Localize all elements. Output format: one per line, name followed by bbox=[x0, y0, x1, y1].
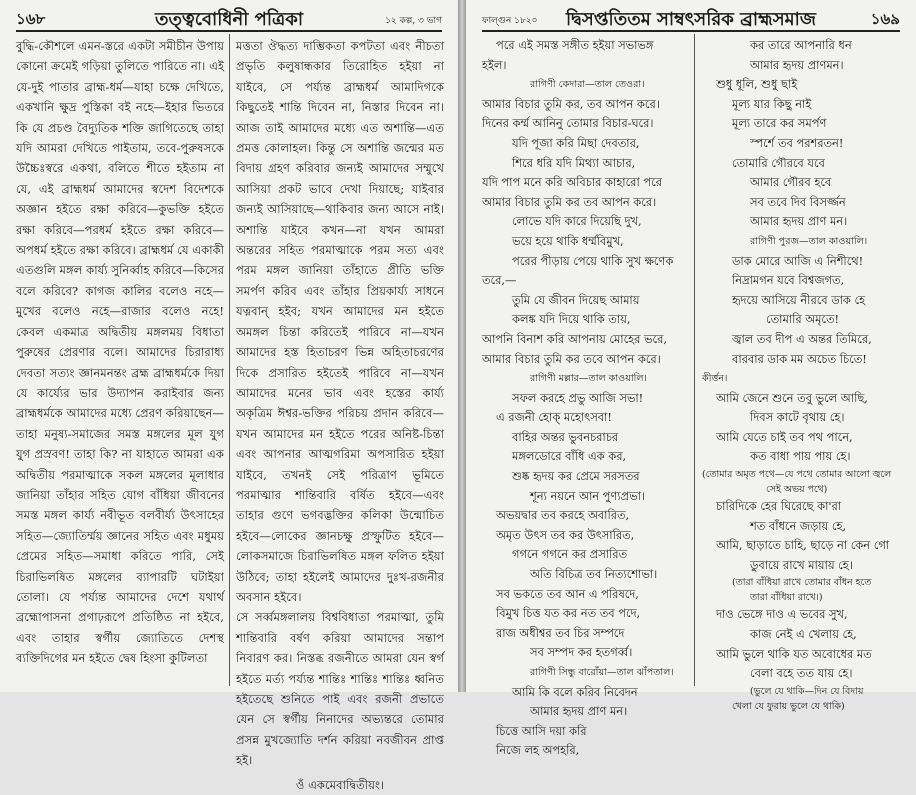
poem-line: চিত্তে আসি দয়া করি bbox=[496, 723, 587, 738]
book-gutter bbox=[458, 0, 466, 692]
poem-line: ভয়ে হয়ে থাকি ধর্ম্মবিমুখ, bbox=[512, 233, 624, 248]
poem-line: ডাক মোরে আজি এ নিশীথে! bbox=[732, 253, 864, 268]
poem-line: আমার বিচার তুমি কর তবে আপন করে। bbox=[482, 351, 661, 366]
poem-line: নিজে লহ অপহরি, bbox=[496, 743, 580, 758]
paragraph: সে সর্ব্বমঙ্গলালয় বিশ্ববিধাতা পরমাত্মা, তুমি শান্তিবারি বর্ষণ করিয়া আমাদের সন্তাপ নিবারণ কর। নিস্তব্ধ রজনীতে আমরা যেন স্বর্গ হইতে মর্ত্য পর্য্যন্ত শান্তিঃ শান্তিঃ শান্তিঃ ধ্বনিত হইতেছে শুনিতে পাই এবং রজনী প্রভাতে যেন সে স্বর্গীয় নিনাদের অভ্যন্তরে তোমার প্রসন্ন মুখজ্যোতি দর্শন করিয়া নবজীবন প্রাপ্ত হই। bbox=[236, 610, 444, 768]
poem-line: আমি কি বলে করিব নিবেদন bbox=[512, 684, 638, 699]
poem-line: এ রজনী হোক্‌ মহোৎসবা! bbox=[496, 410, 612, 425]
poem-line: কাজ নেই এ খেলায় হে, bbox=[750, 627, 857, 642]
poem-line: শুধু ধূলি, শুধু ছাই bbox=[716, 77, 798, 92]
poem-line: বেলা বহে তত যায় হে। bbox=[750, 666, 853, 681]
poem-line: কর তারে আপনারি ধন bbox=[750, 38, 852, 52]
poem-line: আপনি বিনাশ করি আপনায় মোহের ভরে, bbox=[482, 331, 667, 346]
right-column-2 bbox=[702, 36, 902, 712]
page-number: ১৬৯ bbox=[870, 10, 900, 28]
song-raga-heading: রাগিণী পুরজ—তাল কাওয়ালি। bbox=[750, 235, 868, 247]
poem-line: খেলা যে ফুরায় ভুলে যে থাকি) bbox=[732, 700, 845, 712]
poem-line: তারা বাঁধিয়া রাখে।) bbox=[750, 592, 823, 604]
poem-line: অভয়দ্বার তব করহে অবারিত, bbox=[496, 508, 630, 523]
song-raga-heading: রাগিণী মল্লার—তাল কাওয়ালি। bbox=[530, 373, 647, 385]
left-page-header bbox=[16, 5, 442, 32]
poem-line: সব সম্পদ কর হতগর্ব্ব। bbox=[530, 645, 633, 660]
left-page bbox=[0, 0, 458, 792]
poem-line: শিরে ধরি যদি মিথ্যা আচার, bbox=[512, 155, 636, 170]
poem-line: সব তবে দিব বিসর্জ্জন bbox=[750, 194, 846, 209]
poem-line: তোমারি গৌরবে যবে bbox=[732, 155, 825, 170]
closing-invocation: ওঁ একমেবাদ্বিতীয়ং। bbox=[295, 777, 385, 792]
poem-line: (তারা বাঁধিয়া রাখে তোমার বাঁধন হতে bbox=[732, 577, 872, 589]
issue-label: ১২ কল্প, ৩ ভাগ bbox=[385, 16, 442, 26]
poem-line: সেই অভয় পথে) bbox=[766, 484, 828, 496]
poem-line: বিমুখ চিত্ত যত কর নত তব পদে, bbox=[496, 606, 641, 621]
column-rule bbox=[229, 34, 230, 686]
poem-line: আমি ভুলে থাকি যত অবোধের মত bbox=[716, 646, 872, 661]
poem-line: দাও ভেঙ্গে দাও এ ভবের সুখ, bbox=[716, 607, 848, 622]
poem-line: আমার হৃদয় প্রাণ মন। bbox=[750, 214, 848, 229]
paragraph: মত্ততা ঔদ্ধত্য দাম্ভিকতা কপটতা এবং নীচতা প্রভৃতি কলুষান্ধকার তিরোহিত হইয়া না যাইবে, সে পর্য্যন্ত ব্রাহ্মধর্ম আমাদিগকে কিছুতেই শান্তি দিবেন না, নিস্তার দিবেন না। আজ তাই আমাদের মধ্যে এত অশান্তি—এত প্রমত্ত কোলাহল। কিন্তু সে অশান্তি জন্মের মত বিদায় গ্রহণ করিবার জন্যই আমাদের সম্মুখে আসিয়া প্রকট ভাবে দেখা দিয়াছে; যাইবার জন্যই আসিয়াছে—থাকিবার জন্য আসে নাই। অশান্তি যাইবে কখন—না যখন আমরা অন্তরের সহিত পরমাত্মাকে পরম সত্য এবং পরম মঙ্গল জানিয়া তাঁহাতে প্রীতি ভক্তি সমর্পণ করিব এবং তাঁহার প্রিয়কার্য্য সাধনে যত্নবান্ হইব; যখন আমাদের মন হইতে অমঙ্গল চিন্তা করিতেই পারিবে না—যখন আমাদের হস্ত হিতাচরণ ভিন্ন অহিতাচরণের দিকে প্রসারিত হইতেই পারিবে না—যখন আমাদের মনের ভাব এবং হস্তের কার্য্য অকৃত্রিম ঈশ্বর-ভক্তির পরিচয় প্রদান করিবে—যখন আমাদের মন হইতে পরের অনিষ্ট-চিন্তা এবং আপনার আত্মগরিমা অপসারিত হইয়া যাইবে, তখনই সেই পরিত্রাণ ভূমিতে পরমাত্মার শান্তিবারি বর্ষিত হইবে—এবং তাহার গুণে ভগবদ্ভক্তির কলিকা উন্মোচিত হইবে—লোকের জ্ঞানচক্ষু প্রস্ফুটিত হইবে—লোকসমাজে চিরাভিলষিত মঙ্গল ফলিত হইয়া উঠিবে; তাহা হইলেই আমাদের দুঃখ-রজনীর অবসান হইবে। bbox=[236, 39, 444, 604]
poem-line: তরে,— bbox=[482, 273, 517, 288]
song-raga-heading: রাগিণী সিন্ধু বারোঁয়া—তাল ঝাঁপতাল। bbox=[530, 667, 674, 678]
poem-line: নিদ্রামগন যবে বিশ্বজগত, bbox=[732, 273, 845, 288]
paragraph: বুদ্ধি-কৌশলে এমন-স্তরে একটা সমীচীন উপায় কোনো ক্রমেই গড়িয়া তুলিতে পারিতে না। এই যে-দুই পাতার ব্রাহ্ম-ধর্ম—যাহা চক্ষে দেখিতে, একখানি ক্ষুদ্র পুস্তিকা বই নহে—ইহার ভিতরে কি যে প্রচণ্ড বৈদ্যুতিক শক্তি জাগিতেছে তাহা যদি আমরা দেখিতে পাইতাম, তবে-পুরুষসকে উচ্চৈঃস্বরে একথা, বলিতে শীতে হইতাম না যে, এই ব্রাহ্মধর্ম আমাদের স্বদেশ বিদেশকে অজ্ঞান হইতে রক্ষা করিবে—কুভক্তি হইতে রক্ষা করিবে—পরধর্ম হইতে রক্ষা করিবে—অপধর্ম হইতে রক্ষা করিবে। ব্রাহ্মধর্ম যে একাকী এতগুলি মঙ্গল কার্য্য সুনির্ব্বাহ করিবে—কিসের বলে করিবে? কাগজ কালির বলেও নহে—মুখের বলেও নহে—রাজার বলেও নহে! কেবল একমাত্র অদ্বিতীয় মঙ্গলময় বিধাতা পুরুষের প্রেরণার বলে। আমাদের চিরারাধ্য দেবতা সত্যং জ্ঞানমনন্তং ব্রহ্ম ব্রাহ্মধর্মকে দিয়া যে কার্য্যের ভার উদ্যাপন করাইবার জন্য ব্রাহ্মধর্মকে আমাদের মধ্যে প্রেরণ করিয়াছেন—তাহা মনুষ্য-সমাজের সমস্ত মঙ্গলের মূল যুগ যুগ প্রস্রবণ! তাহা কি? না যাহাতে আমরা এক অদ্বিতীয় পরমাত্মাকে সকল মঙ্গলের মূলাধার জানিয়া তাঁহার সহিত যোগ বাঁধিয়া জীবনের সমস্ত মঙ্গল কার্য্য নবীভূত বলবীর্য্য উৎসাহের সহিত—জ্যোতির্ম্ময় জ্ঞানের সহিত এবং মধুময় প্রেমের সহিত—সমাধা করিতে পারি, সেই চিরাভিলষিত মঙ্গলের ব্যাপারটি ঘটাইয়া তোলা। যে পর্য্যন্ত আমাদের দেশে যথার্থ ব্রহ্মোপাসনা প্রগাঢ়রূপে প্রতিষ্ঠিত না হইবে, এবং তাহার স্বর্গীয় জ্যোতিতে দেশস্থ ব্যক্তিদিগের মন হইতে দ্বেষ হিংসা কুটিলতা bbox=[16, 39, 224, 666]
poem-line: (ভুলে যে থাকি—দিন যে বিদায় bbox=[750, 685, 864, 697]
poem-line: মূল্য যার কিছু নাই bbox=[732, 96, 812, 111]
poem-line: আমার হৃদয় প্রাণ মন। bbox=[530, 704, 628, 719]
poem-line: গগনে গগনে কর প্রসারিত bbox=[512, 547, 628, 562]
poem-line: আমার বিচার তুমি কর তব আপন করে। bbox=[482, 194, 657, 209]
poem-line: মূল্য তারে কর সমর্পণ bbox=[732, 116, 827, 131]
poem-line: বাহির অন্তর ভুবনচরাচর bbox=[512, 429, 619, 444]
poem-line: আমি জেনে শুনে তবু ভুলে আছি, bbox=[716, 390, 868, 405]
poem-line: পরের পীড়ায় পেয়ে থাকি সুখ ক্ষণেক bbox=[512, 253, 674, 268]
running-title: দ্বিসপ্ততিতম সাম্বৎসরিক ব্রাহ্মসমাজ bbox=[566, 9, 816, 30]
column-rule bbox=[694, 34, 695, 686]
poem-line: পরে এই সমস্ত সঙ্গীত হইয়া সভাভঙ্গ bbox=[496, 38, 654, 52]
right-page bbox=[466, 0, 916, 758]
poem-line: আমার গৌরব হবে bbox=[750, 175, 832, 190]
poem-line: হইল। bbox=[482, 57, 507, 72]
poem-line: বারবার ডাক মম অচেত চিতে! bbox=[732, 351, 867, 366]
poem-line: যদি পাপ মনে করি অবিচার কাহারো পরে bbox=[482, 175, 662, 190]
page-number: ১৬৮ bbox=[16, 10, 46, 28]
song-raga-heading: রাগিণী কেদারা—তাল তেওরা। bbox=[530, 79, 645, 91]
poem-line: শূন্য নয়নে আন পুণ্যপ্রভা। bbox=[530, 488, 645, 503]
left-column-1 bbox=[16, 36, 224, 686]
poem-line: অমৃত উৎস তব কর উৎসারিত, bbox=[496, 527, 635, 542]
poem-line: স্পর্শে তব পরশরতন! bbox=[750, 135, 844, 150]
poem-line: মঙ্গলডোরে বাঁধি এক কর, bbox=[512, 449, 627, 464]
poem-line: তোমারি অমৃতে! bbox=[766, 312, 840, 327]
poem-line: তুমি যে জীবন দিয়েছ আমায় bbox=[512, 292, 640, 307]
right-page-header bbox=[482, 5, 900, 32]
poem-line: কত বাধা পায় পায় হে। bbox=[750, 449, 851, 464]
poem-line: রাজ অধীশ্বর তব চির সম্পদে bbox=[496, 625, 625, 640]
song-raga-heading: কীর্ত্তন। bbox=[702, 373, 728, 385]
poem-line: অতি বিচিত্র তব নিত্যশোভা। bbox=[530, 567, 658, 582]
poem-line: লোভে যদি কারে দিয়েছি দুখ, bbox=[512, 214, 642, 229]
poem-line: হৃদয়ে আসিয়ে নীরবে ডাক হে bbox=[732, 292, 866, 307]
poem-line: যদি পূজা করি মিছা দেবতার, bbox=[512, 135, 640, 150]
poem-line: আমার বিচার তুমি কর, তব আপন করে। bbox=[482, 96, 660, 111]
poem-line: ডুবায়ে রাখে মায়ায় হে। bbox=[750, 557, 853, 572]
poem-line: (তোমার অমৃত পথে—যে পথে তোমার আলো জ্বলে bbox=[702, 469, 892, 481]
poem-line: শুষ্ক হৃদয় কর প্রেমে সরসতর bbox=[512, 469, 640, 484]
left-column-2 bbox=[236, 36, 444, 792]
poem-line: সব ভকতে তব আন এ পরিষদে, bbox=[496, 586, 639, 601]
journal-title: তত্ত্ববোধিনী পত্রিকা bbox=[154, 9, 304, 30]
poem-line: আমি যেতে চাই তব পথ পানে, bbox=[716, 429, 853, 444]
issue-label: ফাল্গুন ১৮২০ bbox=[482, 16, 538, 26]
poem-line: সফল করহে প্রভু আজি সভা! bbox=[512, 390, 644, 405]
poem-line: দিবস কাটে বৃথায় হে। bbox=[750, 410, 845, 425]
poem-line: আমার হৃদয় প্রাণমন। bbox=[750, 57, 844, 72]
poem-line: জ্বাল তব দীপ এ অন্তর তিমিরে, bbox=[732, 331, 872, 346]
poem-line: আমি, ছাড়াতে চাহি, ছাড়ে না কেন গো bbox=[716, 538, 890, 553]
poem-line: কলঙ্ক যদি দিয়ে থাকি তায়, bbox=[512, 312, 631, 327]
poem-line: চারিদিকে হের ঘিরেছে কা'রা bbox=[716, 499, 842, 514]
poem-line: দিনের কর্ম্ম আনিনু তোমার বিচার-ঘরে। bbox=[482, 116, 654, 131]
poem-line: শত বাঁধনে জড়ায় হে, bbox=[750, 518, 847, 533]
right-column-1 bbox=[482, 36, 690, 758]
